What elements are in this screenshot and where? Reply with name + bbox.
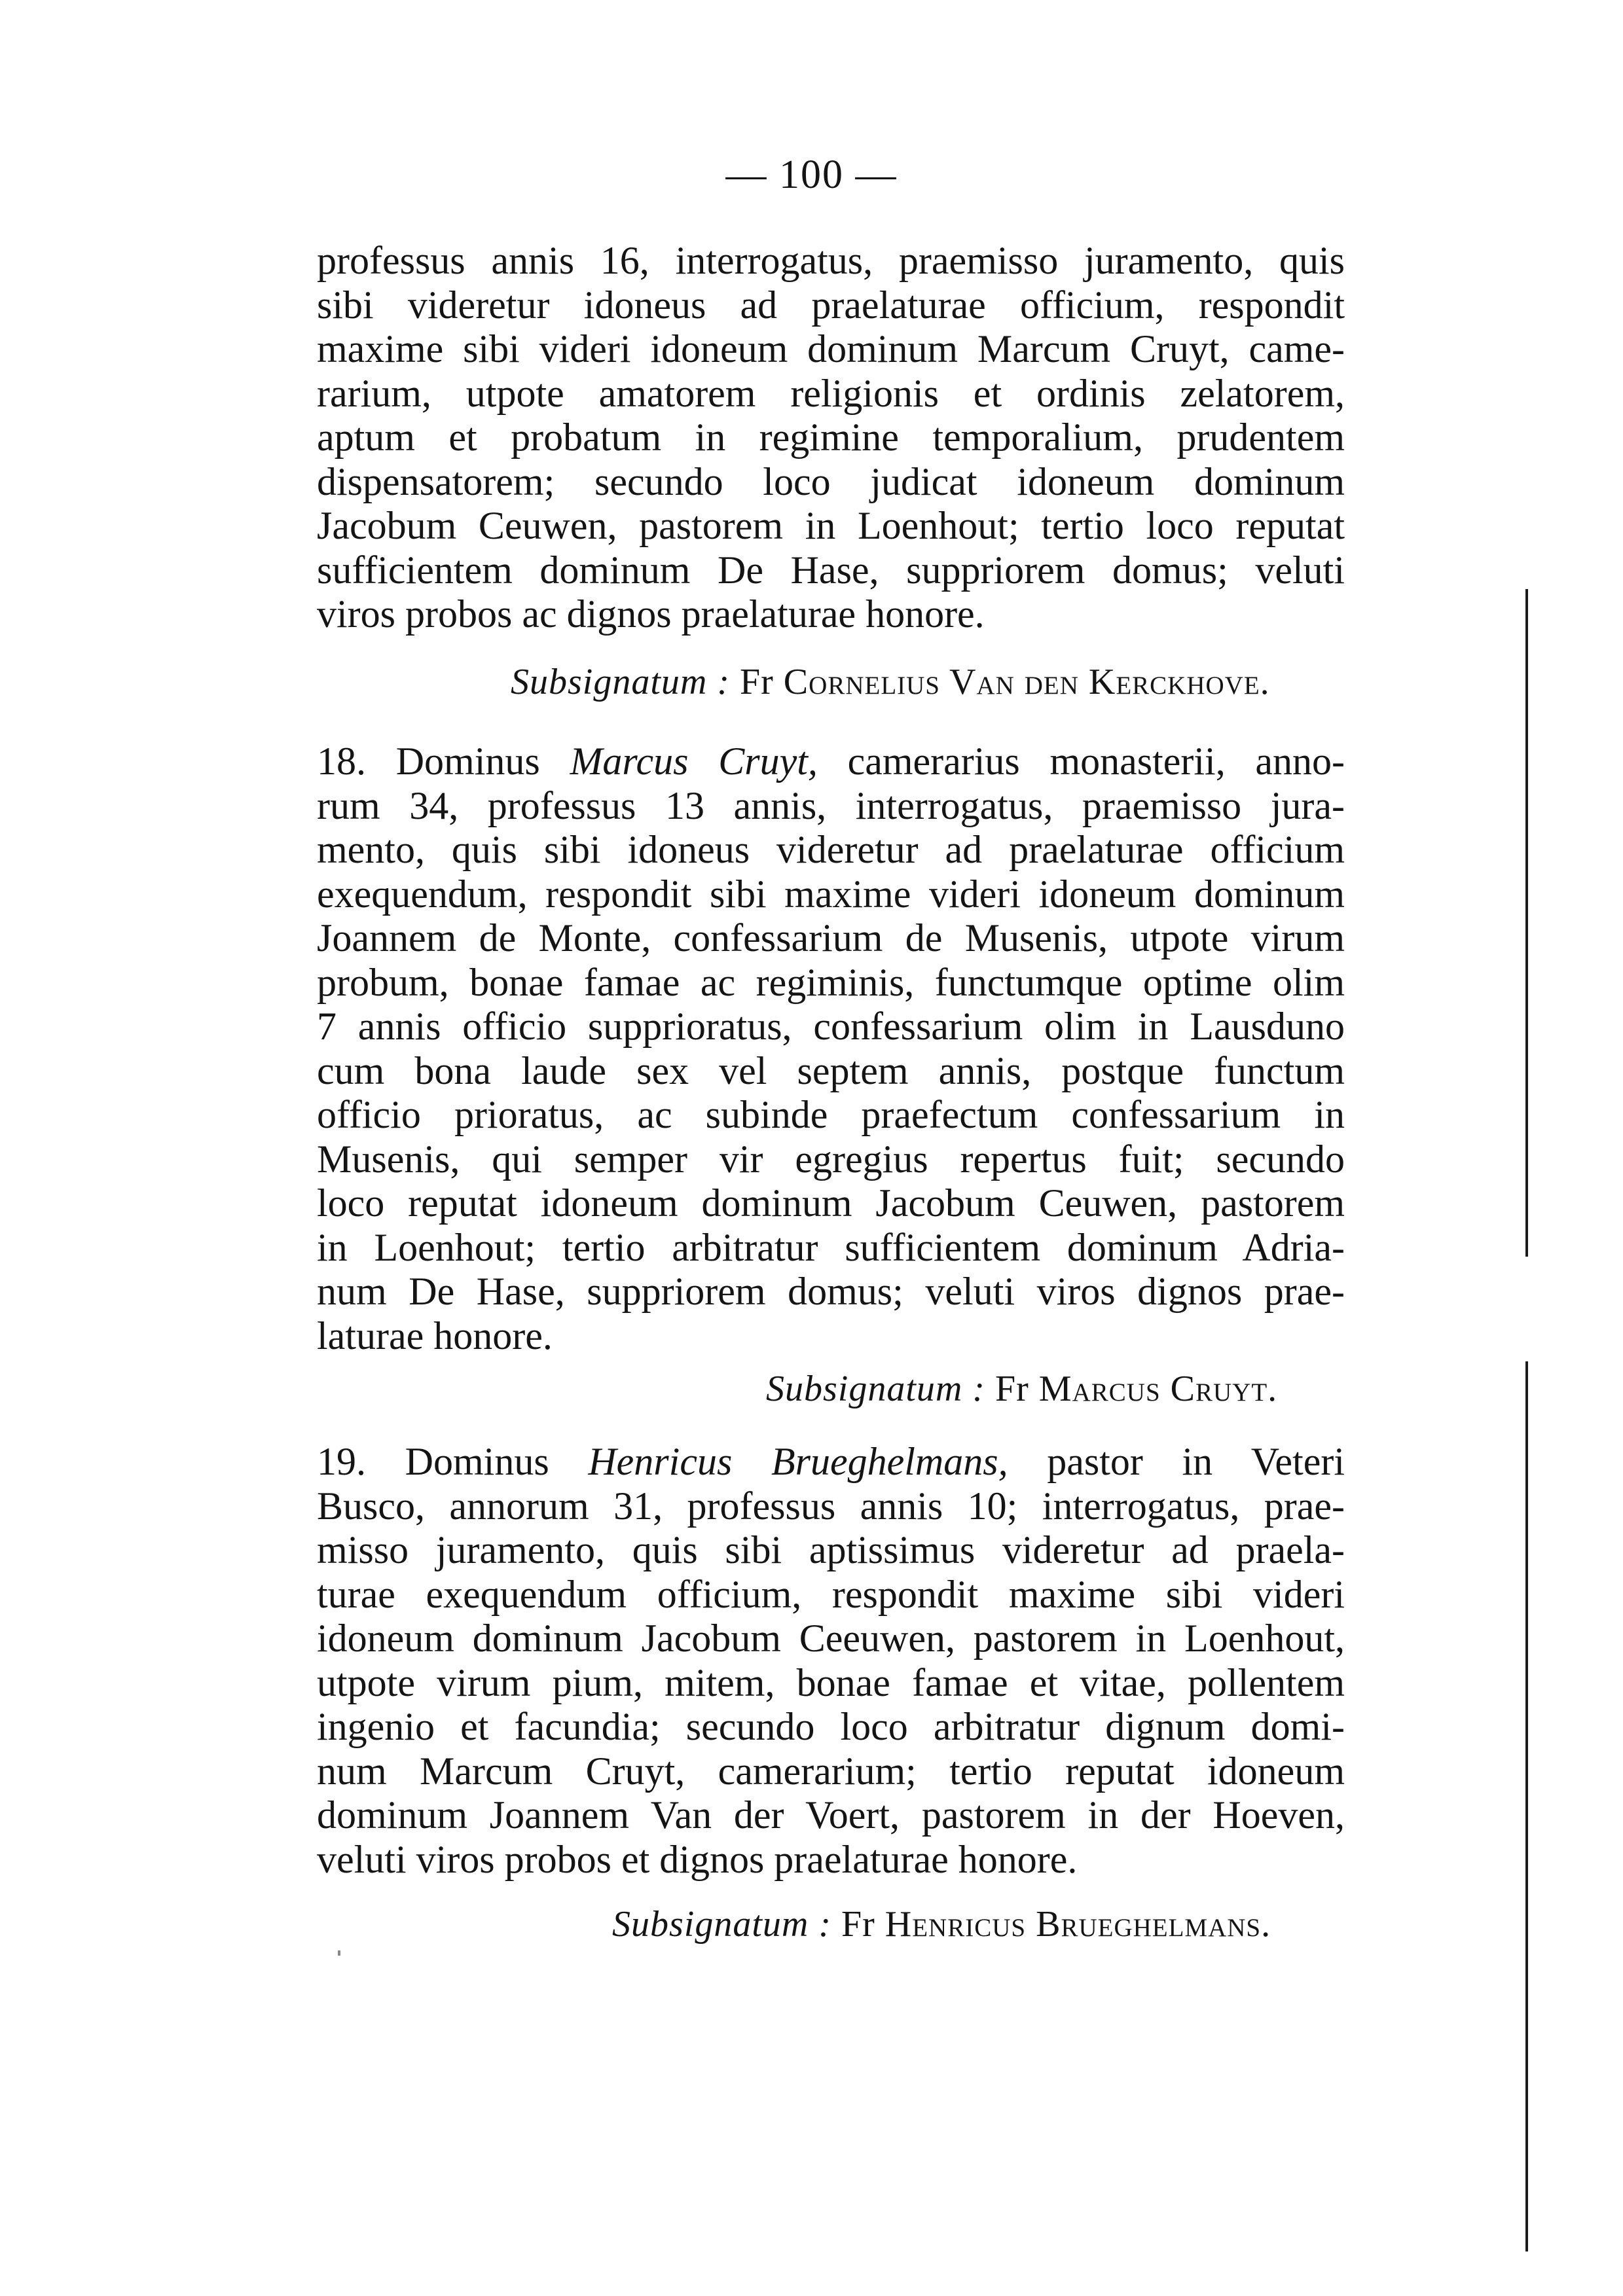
text-line: rarium, utpote amatorem religionis et ordinis zelatorem, — [317, 371, 1345, 415]
text-line: veluti viros probos et dignos praelaturae honore. — [317, 1837, 1078, 1881]
text-line: rum 34, professus 13 annis, interrogatus, praemisso jura- — [317, 783, 1345, 827]
signature-title: Fr — [995, 1369, 1029, 1409]
scan-margin-line — [1525, 589, 1528, 1257]
text-fragment: Dominus — [405, 1440, 549, 1483]
text-line: misso juramento, quis sibi aptissimus videretur ad praela- — [317, 1528, 1345, 1571]
text-line-first — [317, 1440, 1345, 1484]
text-line: mento, quis sibi idoneus videretur ad praelaturae officium — [317, 828, 1345, 871]
text-line: idoneum dominum Jacobum Ceeuwen, pastorem in Loenhout, — [317, 1617, 1345, 1660]
text-line: Busco, annorum 31, professus annis 10; interrogatus, prae- — [317, 1484, 1345, 1528]
text-fragment: Dominus — [395, 740, 540, 783]
text-line: Joannem de Monte, confessarium de Musenis, utpote virum — [317, 916, 1345, 960]
scan-speck — [338, 1950, 340, 1956]
text-line: laturae honore. — [317, 1314, 553, 1357]
person-name: Marcus Cruyt, — [570, 740, 818, 783]
paragraph-17-continuation — [317, 239, 1345, 637]
text-line: professus annis 16, interrogatus, praemisso juramento, quis — [317, 239, 1345, 282]
text-line: maxime sibi videri idoneum dominum Marcum Cruyt, came- — [317, 327, 1345, 370]
person-name: Henricus Brueghelmans, — [588, 1440, 1008, 1483]
scan-margin-line — [1525, 1361, 1528, 2251]
text-line-first — [317, 740, 1345, 784]
text-line: officio prioratus, ac subinde praefectum confessarium in — [317, 1093, 1345, 1136]
text-line: loco reputat idoneum dominum Jacobum Ceuwen, pastorem — [317, 1181, 1345, 1225]
signature-name: Marcus Cruyt. — [1038, 1369, 1278, 1409]
signature-title: Fr — [740, 662, 774, 702]
signature-title: Fr — [841, 1904, 875, 1945]
signature-label: Subsignatum : — [766, 1369, 985, 1409]
text-line: in Loenhout; tertio arbitratur sufficientem dominum Adria- — [317, 1225, 1345, 1269]
paragraph-19 — [317, 1440, 1345, 1882]
text-line: utpote virum pium, mitem, bonae famae et vitae, pollentem — [317, 1660, 1345, 1704]
signature-label: Subsignatum : — [511, 662, 730, 702]
text-line: probum, bonae famae ac regiminis, functumque optime olim — [317, 960, 1345, 1004]
text-line: num De Hase, suppriorem domus; veluti viros dignos prae- — [317, 1270, 1345, 1313]
text-line: exequendum, respondit sibi maxime videri idoneum dominum — [317, 872, 1345, 916]
text-line: turae exequendum officium, respondit maxime sibi videri — [317, 1572, 1345, 1616]
page-number: — 100 — — [725, 152, 898, 197]
text-line: cum bona laude sex vel septem annis, postque functum — [317, 1049, 1345, 1092]
text-line: 7 annis officio supprioratus, confessarium olim in Lausduno — [317, 1005, 1345, 1048]
text-line: dispensatorem; secundo loco judicat idoneum dominum — [317, 459, 1345, 503]
signature-label: Subsignatum : — [612, 1904, 831, 1945]
text-line: aptum et probatum in regimine temporalium, prudentem — [317, 416, 1345, 459]
text-fragment: pastor in Veteri — [1047, 1440, 1345, 1483]
text-line: Musenis, qui semper vir egregius repertus fuit; secundo — [317, 1137, 1345, 1181]
text-line: sibi videretur idoneus ad praelaturae officium, respondit — [317, 283, 1345, 327]
paragraph-number: 19. — [317, 1440, 366, 1483]
text-line: ingenio et facundia; secundo loco arbitratur dignum domi- — [317, 1705, 1345, 1748]
signature-cruyt — [766, 1368, 1277, 1410]
text-line: Jacobum Ceuwen, pastorem in Loenhout; tertio loco reputat — [317, 504, 1345, 547]
text-line: num Marcum Cruyt, camerarium; tertio reputat idoneum — [317, 1749, 1345, 1793]
paragraph-number: 18. — [317, 740, 366, 783]
paragraph-18 — [317, 740, 1345, 1358]
signature-brueghelmans — [612, 1903, 1271, 1945]
signature-name: Henricus Brueghelmans. — [884, 1904, 1271, 1945]
text-line: dominum Joannem Van der Voert, pastorem in der Hoeven, — [317, 1793, 1345, 1837]
signature-kerckhove — [511, 661, 1270, 703]
text-line: viros probos ac dignos praelaturae honore. — [317, 592, 985, 636]
text-line: sufficientem dominum De Hase, suppriorem domus; veluti — [317, 548, 1345, 592]
text-fragment: camerarius monasterii, anno- — [847, 740, 1345, 783]
signature-name: Cornelius Van den Kerckhove. — [783, 662, 1270, 702]
